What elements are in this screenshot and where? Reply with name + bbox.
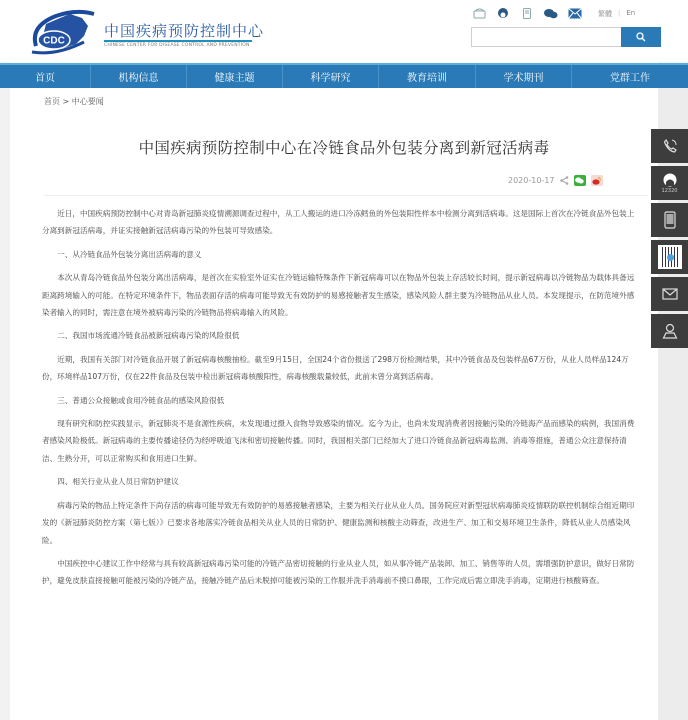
nav-item-education[interactable]: 教育培训 bbox=[379, 65, 476, 88]
float-phone-button[interactable] bbox=[651, 129, 688, 163]
main-nav bbox=[0, 63, 688, 88]
wechat-icon[interactable] bbox=[544, 8, 558, 19]
section-2-paragraph: 近期，我国有关部门对冷链食品开展了新冠病毒核酸抽检。截至9月15日，全国24个省份报送了298万份检测结果，其中冷链食品及包装样品67万份，从业人员样品124万份，环境样品107万份，仅在22件食品及包装中检出新冠病毒核酸阳性，病毒核酸载量较低，此前未曾分离到活病毒。 bbox=[42, 354, 629, 382]
nav-item-health-topics[interactable]: 健康主题 bbox=[187, 65, 283, 88]
hotline-number: 12320 bbox=[661, 187, 678, 194]
breadcrumb-separator: > bbox=[62, 97, 70, 106]
section-4-paragraph-2: 中国疾控中心建议工作中经常与具有较高新冠病毒污染可能的冷链产品密切接触的行业从业人员，如从事冷链产品装卸、加工、销售等的人员，需增强防护意识，做好日常防护，避免皮肤直接接触可能被污染的冷链产品，接触冷链产品后未脱掉可能被污染的工作服并洗手消毒前不摸口鼻眼，工作完成后需立即洗手消毒，定期进行核酸筛查。 bbox=[42, 558, 635, 586]
section-heading-3: 三、普通公众接触或食用冷链食品的感染风险很低 bbox=[57, 395, 225, 405]
nav-item-home[interactable]: 首页 bbox=[0, 65, 91, 88]
floating-contact-bar bbox=[651, 129, 688, 348]
section-1-paragraph: 本次从青岛冷链食品外包装分离出活病毒，是首次在实验室外证实在冷链运输特殊条件下新冠病毒可以在物品外包装上存活较长时间，提示新冠病毒以冷链物品为载体具备远距离跨境输入的可能。在特定环境条件下，物品表面存活的病毒可能导致无有效防护的易感接触者发生感染，感染风险人群主要为冷链物品从业人员。本发现提示，在防范境外感染者输入的同时，需注意在境外被病毒污染的冷链物品将病毒输入的风险。 bbox=[42, 273, 635, 318]
hotline-icon bbox=[662, 173, 678, 187]
float-location-button[interactable] bbox=[651, 314, 688, 348]
section-4-paragraph-1: 病毒污染的物品上特定条件下尚存活的病毒可能导致无有效防护的易感接触者感染，主要为相关行业从业人员。国务院应对新型冠状病毒肺炎疫情联防联控机制综合组近期印发的《新冠肺炎防控方案（第七版）》已要求各地落实冷链食品相关从业人员的日常防护、健康监测和核酸主动筛查，改进生产、加工和交易环境卫生条件，降低从业人员感染风险。 bbox=[42, 500, 635, 545]
cdc-logo-icon bbox=[26, 6, 101, 58]
section-3-paragraph: 现有研究和防控实践显示，新冠肺炎不是食源性疾病，未发现通过摄入食物导致感染的情况。迄今为止，也尚未发现消费者因接触污染的冷链海产品而感染的病例，我国消费者感染风险极低。新冠病毒的主要传播途径仍为经呼吸道飞沫和密切接触传播。同时，我国相关部门已经加大了进口冷链食品新冠病毒监测、消毒等措施，普通公众注意保持清洁、生熟分开，可以正常购买和食用进口生鲜。 bbox=[42, 419, 635, 463]
float-mail-button[interactable] bbox=[651, 277, 688, 311]
article-intro: 近日，中国疾病预防控制中心对青岛新冠肺炎疫情溯源调查过程中，从工人搬运的进口冷冻鳕鱼的外包装阳性样本中检测分离到活病毒。这是国际上首次在冷链食品外包装上分离到新冠活病毒，并证实接触新冠活病毒污染的外包装可导致感染。 bbox=[42, 209, 635, 236]
org-name-cn: 中国疾病预防控制中心 bbox=[104, 22, 265, 40]
search-icon bbox=[636, 32, 646, 42]
language-switcher bbox=[598, 9, 635, 19]
float-mobile-button[interactable] bbox=[651, 203, 688, 237]
breadcrumb bbox=[44, 96, 104, 107]
nav-item-about[interactable]: 机构信息 bbox=[91, 65, 187, 88]
lang-traditional[interactable]: 繁體 bbox=[598, 9, 612, 18]
org-name-en: CHINESE CENTER FOR DISEASE CONTROL AND PREVENTION bbox=[104, 43, 250, 48]
article-meta bbox=[508, 175, 603, 186]
article-body bbox=[42, 205, 636, 596]
nav-item-research[interactable]: 科学研究 bbox=[283, 65, 379, 88]
mobile-icon[interactable] bbox=[520, 8, 534, 19]
section-heading-1: 一、从冷链食品外包装分离出活病毒的意义 bbox=[57, 249, 202, 259]
cdc-logo[interactable] bbox=[26, 6, 101, 58]
phone-icon bbox=[662, 138, 678, 154]
lang-english[interactable]: En bbox=[626, 8, 636, 17]
share-icon[interactable] bbox=[560, 176, 569, 185]
nav-item-journals[interactable]: 学术期刊 bbox=[476, 65, 572, 88]
svg-text:CDC: CDC bbox=[43, 35, 65, 47]
lang-separator: | bbox=[618, 8, 621, 17]
site-header bbox=[0, 0, 688, 62]
float-qr-code-button[interactable] bbox=[651, 240, 688, 274]
mail-icon[interactable] bbox=[568, 8, 582, 19]
phone-icon[interactable] bbox=[472, 8, 486, 19]
share-weibo-icon[interactable] bbox=[591, 175, 603, 186]
nav-item-party-work[interactable]: 党群工作 bbox=[610, 73, 650, 84]
location-icon bbox=[662, 323, 678, 339]
search-bar bbox=[471, 27, 661, 47]
title-divider bbox=[44, 195, 648, 196]
qr-code-icon bbox=[658, 245, 682, 269]
share-wechat-icon[interactable] bbox=[574, 175, 586, 186]
section-heading-2: 二、我国市场流通冷链食品被新冠病毒污染的风险很低 bbox=[57, 331, 240, 341]
article-date: 2020-10-17 bbox=[508, 176, 555, 185]
logo-divider bbox=[104, 40, 252, 42]
search-input[interactable] bbox=[471, 27, 621, 47]
mobile-icon bbox=[664, 211, 676, 229]
mail-icon bbox=[662, 288, 678, 300]
section-heading-4: 四、相关行业从业人员日常防护建议 bbox=[57, 477, 179, 487]
breadcrumb-home[interactable]: 首页 bbox=[44, 97, 60, 106]
top-utility-bar bbox=[472, 8, 635, 19]
float-hotline-button[interactable] bbox=[651, 166, 688, 200]
breadcrumb-current[interactable]: 中心要闻 bbox=[71, 97, 104, 106]
customer-service-icon[interactable] bbox=[496, 8, 510, 19]
search-button[interactable] bbox=[621, 27, 661, 47]
article-title: 中国疾病预防控制中心在冷链食品外包装分离到新冠活病毒 bbox=[138, 139, 550, 157]
